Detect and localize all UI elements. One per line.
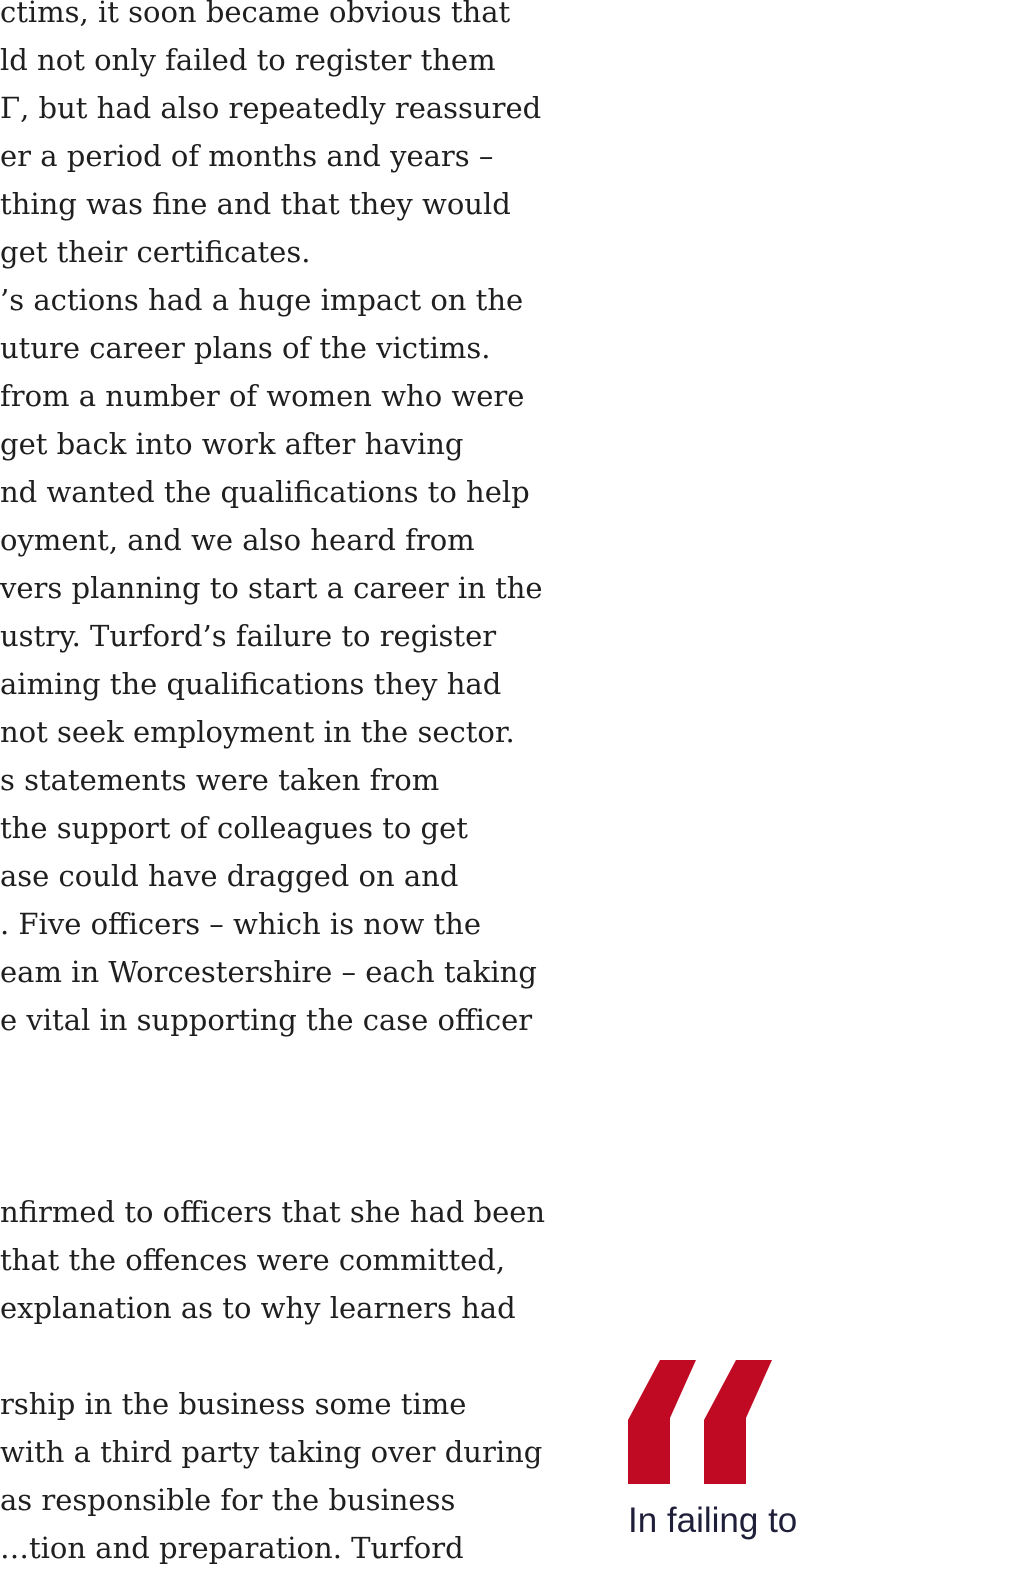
body-line: ld not only failed to register them xyxy=(0,43,496,77)
body-line: get back into work after having xyxy=(0,427,464,461)
body-line: with a third party taking over during xyxy=(0,1435,543,1469)
body-line: nfirmed to officers that she had been xyxy=(0,1195,546,1229)
body-line: thing was fine and that they would xyxy=(0,187,511,221)
body-line: nd wanted the qualifications to help xyxy=(0,475,530,509)
body-line: Γ, but had also repeatedly reassured xyxy=(0,91,542,125)
body-line: ustry. Turford’s failure to register xyxy=(0,619,497,653)
body-line: that the offences were committed, xyxy=(0,1243,506,1277)
body-line: get their certificates. xyxy=(0,235,311,269)
body-line: er a period of months and years – xyxy=(0,139,494,173)
body-line: oyment, and we also heard from xyxy=(0,523,475,557)
body-line: from a number of women who were xyxy=(0,379,525,413)
body-line: the support of colleagues to get xyxy=(0,811,468,845)
body-line: uture career plans of the victims. xyxy=(0,331,491,365)
body-line: . Five officers – which is now the xyxy=(0,907,481,941)
body-line: ’s actions had a huge impact on the xyxy=(0,283,524,317)
body-line: explanation as to why learners had xyxy=(0,1291,516,1325)
body-line: vers planning to start a career in the xyxy=(0,571,543,605)
body-line: as responsible for the business xyxy=(0,1483,456,1517)
body-line: ctims, it soon became obvious that xyxy=(0,0,511,29)
body-line: aiming the qualifications they had xyxy=(0,667,502,701)
body-line: …tion and preparation. Turford xyxy=(0,1531,464,1565)
quote-mark-icon xyxy=(628,1360,772,1484)
body-line: s statements were taken from xyxy=(0,763,440,797)
body-line: rship in the business some time xyxy=(0,1387,467,1421)
pull-quote-text: In failing to xyxy=(628,1501,798,1540)
body-line: e vital in supporting the case officer xyxy=(0,1003,533,1037)
body-line: ase could have dragged on and xyxy=(0,859,459,893)
body-line: eam in Worcestershire – each taking xyxy=(0,955,537,989)
body-line: not seek employment in the sector. xyxy=(0,715,515,749)
